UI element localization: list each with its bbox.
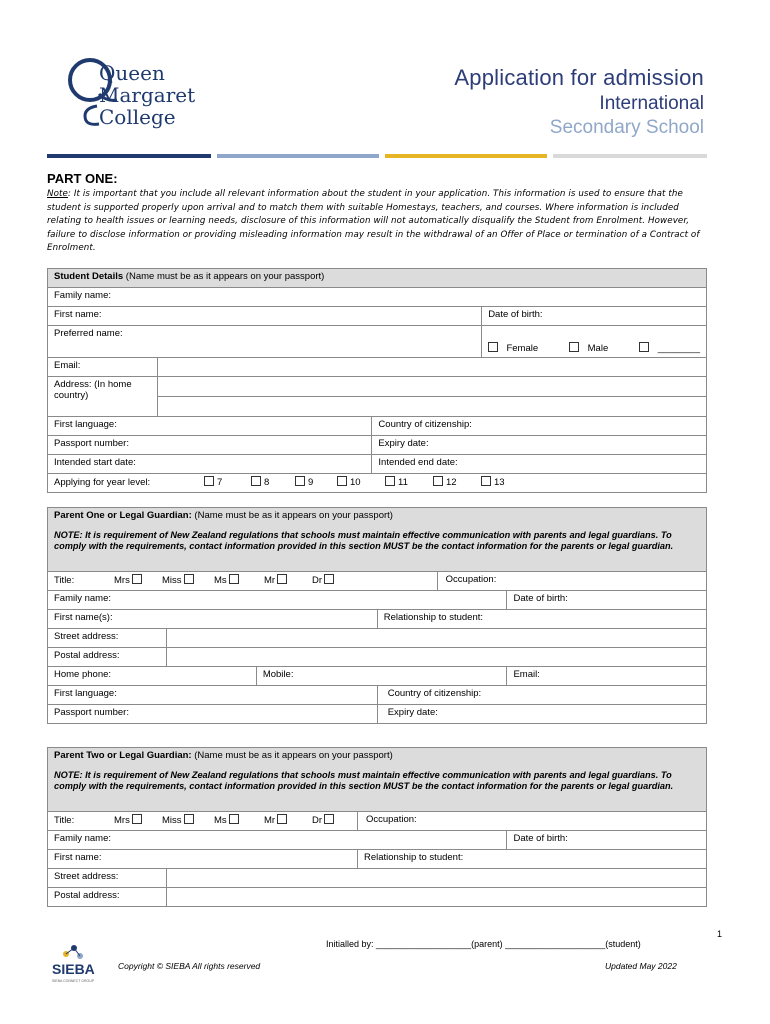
student-end-date-field[interactable]: Intended end date: xyxy=(372,455,707,474)
gender-male-option[interactable]: Male xyxy=(569,342,608,354)
parent-one-email-field[interactable]: Email: xyxy=(507,667,707,686)
stripe-grey xyxy=(553,154,707,158)
stripe-gold xyxy=(385,154,547,158)
student-dob-field[interactable]: Date of birth: xyxy=(482,307,707,326)
sieba-logo-tagline: SIEBA CONNECT GROUP xyxy=(52,979,95,983)
p2-title-mrs[interactable]: Mrs xyxy=(114,814,162,826)
p2-title-ms[interactable]: Ms xyxy=(214,814,264,826)
logo-line-1: Queen xyxy=(99,61,165,85)
year-9-option[interactable]: 9 xyxy=(295,476,337,488)
parent-two-table xyxy=(47,747,707,907)
student-expiry-field[interactable]: Expiry date: xyxy=(372,436,707,455)
student-year-level-row xyxy=(48,474,707,493)
parent-one-home-phone-field[interactable]: Home phone: xyxy=(48,667,257,686)
copyright-text: Copyright © SIEBA All rights reserved xyxy=(118,961,261,971)
parent-one-passport-field[interactable]: Passport number: xyxy=(48,705,378,724)
page-title: Application for admission xyxy=(454,65,704,90)
parent-one-postal-label: Postal address: xyxy=(48,648,167,667)
parent-one-family-name-field[interactable]: Family name: xyxy=(48,591,507,610)
student-first-name-field[interactable]: First name: xyxy=(48,307,482,326)
sieba-logo xyxy=(52,944,112,986)
part-title: PART ONE: xyxy=(47,171,118,186)
parent-two-dob-field[interactable]: Date of birth: xyxy=(507,831,707,850)
parent-one-note: NOTE: It is requirement of New Zealand regulations that schools must maintain effective communication with parents and legal guardians. To comply with the requirements, contact information provided in this section MUST be the contact information for the parents or legal guardian. xyxy=(54,530,674,551)
p2-title-miss[interactable]: Miss xyxy=(162,814,214,826)
note-label: Note xyxy=(47,189,68,199)
parent-two-header: Parent Two or Legal Guardian: (Name must be as it appears on your passport) NOTE: It is requirement of New Zealand regulations that schools must maintain effective communication with parents and legal guardians. To comply with the requirements, contact information provided in this section MUST be the contact information for the parents or legal guardian. xyxy=(48,748,707,812)
parent-one-mobile-field[interactable]: Mobile: xyxy=(256,667,507,686)
parent-two-postal-field[interactable] xyxy=(166,888,706,907)
student-email-label: Email: xyxy=(48,358,158,377)
gender-female-option[interactable]: Female xyxy=(488,342,538,354)
parent-two-title-row: Title: Mrs Miss Ms Mr Dr xyxy=(48,812,358,831)
parent-two-postal-label: Postal address: xyxy=(48,888,167,907)
p1-title-miss[interactable]: Miss xyxy=(162,574,214,586)
year-7-option[interactable]: 7 xyxy=(204,476,251,488)
logo-line-3: College xyxy=(99,105,176,129)
parent-one-street-label: Street address: xyxy=(48,629,167,648)
parent-two-note: NOTE: It is requirement of New Zealand regulations that schools must maintain effective communication with parents and legal guardians. To comply with the requirements, contact information provided in this section MUST be the contact information for the parents or legal guardian. xyxy=(54,770,674,791)
page-number: 1 xyxy=(717,929,723,939)
logo-line-2: Margaret xyxy=(99,83,196,107)
intro-note xyxy=(47,188,711,256)
male-checkbox[interactable] xyxy=(569,342,579,352)
sieba-logo-text: SIEBA xyxy=(52,961,95,977)
updated-date: Updated May 2022 xyxy=(605,961,677,971)
note-text: : It is important that you include all relevant information about the student in your application. This information is used to ensure that the student is supported properly upon arrival and to match them with suitable Homestays, teachers, and courses. Where information is included relating to health issues or learning needs, disclosure of this information will not automatically disqualify the Student from Enrolment. However, failure to disclose information or providing misleading information may result in the withdrawal of an Offer of Place or termination of a Contract of Enrolment. xyxy=(47,189,700,253)
student-address-field[interactable] xyxy=(157,377,706,417)
parent-one-title-row: Title: Mrs Miss Ms Mr Dr xyxy=(48,572,438,591)
parent-one-first-names-field[interactable]: First name(s): xyxy=(48,610,378,629)
parent-one-header: Parent One or Legal Guardian: (Name must be as it appears on your passport) NOTE: It is requirement of New Zealand regulations that schools must maintain effective communication with parents and legal guardians. To comply with the requirements, contact information provided in this section MUST be the contact information for the parents or legal guardian. xyxy=(48,508,707,572)
page-subtitle-international: International xyxy=(599,93,704,114)
parent-one-first-language-field[interactable]: First language: xyxy=(48,686,378,705)
student-details-table xyxy=(47,268,707,493)
parent-one-street-field[interactable] xyxy=(166,629,706,648)
gender-other-option[interactable]: ________ xyxy=(639,342,700,354)
parent-one-occupation-field[interactable]: Occupation: xyxy=(437,572,706,591)
student-citizenship-field[interactable]: Country of citizenship: xyxy=(372,417,707,436)
stripe-steel xyxy=(217,154,379,158)
parent-one-expiry-field[interactable]: Expiry date: xyxy=(377,705,706,724)
student-preferred-name-field[interactable]: Preferred name: xyxy=(48,326,482,358)
parent-two-relationship-field[interactable]: Relationship to student: xyxy=(357,850,706,869)
page-subtitle-school: Secondary School xyxy=(549,117,704,138)
parent-one-citizenship-field[interactable]: Country of citizenship: xyxy=(377,686,706,705)
p1-title-ms[interactable]: Ms xyxy=(214,574,264,586)
student-start-date-field[interactable]: Intended start date: xyxy=(48,455,372,474)
year-11-option[interactable]: 11 xyxy=(385,476,433,488)
other-gender-checkbox[interactable] xyxy=(639,342,649,352)
student-email-field[interactable] xyxy=(157,358,706,377)
parent-one-postal-field[interactable] xyxy=(166,648,706,667)
stripe-navy xyxy=(47,154,211,158)
year-12-option[interactable]: 12 xyxy=(433,476,481,488)
parent-two-street-field[interactable] xyxy=(166,869,706,888)
parent-two-family-name-field[interactable]: Family name: xyxy=(48,831,507,850)
student-first-language-field[interactable]: First language: xyxy=(48,417,372,436)
female-checkbox[interactable] xyxy=(488,342,498,352)
student-passport-field[interactable]: Passport number: xyxy=(48,436,372,455)
parent-two-first-name-field[interactable]: First name: xyxy=(48,850,358,869)
parent-two-occupation-field[interactable]: Occupation: xyxy=(357,812,706,831)
year-13-option[interactable]: 13 xyxy=(481,476,521,488)
initialled-by-line: Initialled by: ___________________(parent) ____________________(student) xyxy=(326,939,641,949)
college-logo xyxy=(63,58,223,133)
parent-one-dob-field[interactable]: Date of birth: xyxy=(507,591,707,610)
student-details-header: Student Details (Name must be as it appears on your passport) xyxy=(48,269,707,288)
p2-title-mr[interactable]: Mr xyxy=(264,814,312,826)
year-8-option[interactable]: 8 xyxy=(251,476,295,488)
p2-title-dr[interactable]: Dr xyxy=(312,814,350,826)
p1-title-dr[interactable]: Dr xyxy=(312,574,352,586)
year-10-option[interactable]: 10 xyxy=(337,476,385,488)
parent-one-relationship-field[interactable]: Relationship to student: xyxy=(377,610,706,629)
parent-two-street-label: Street address: xyxy=(48,869,167,888)
student-gender-cell xyxy=(482,326,707,358)
year-level-label: Applying for year level: xyxy=(54,476,151,488)
p1-title-mrs[interactable]: Mrs xyxy=(114,574,162,586)
parent-one-table xyxy=(47,507,707,724)
document-title-block xyxy=(454,64,704,140)
student-address-label: Address: (In home country) xyxy=(48,377,158,417)
p1-title-mr[interactable]: Mr xyxy=(264,574,312,586)
student-family-name-field[interactable]: Family name: xyxy=(48,288,707,307)
